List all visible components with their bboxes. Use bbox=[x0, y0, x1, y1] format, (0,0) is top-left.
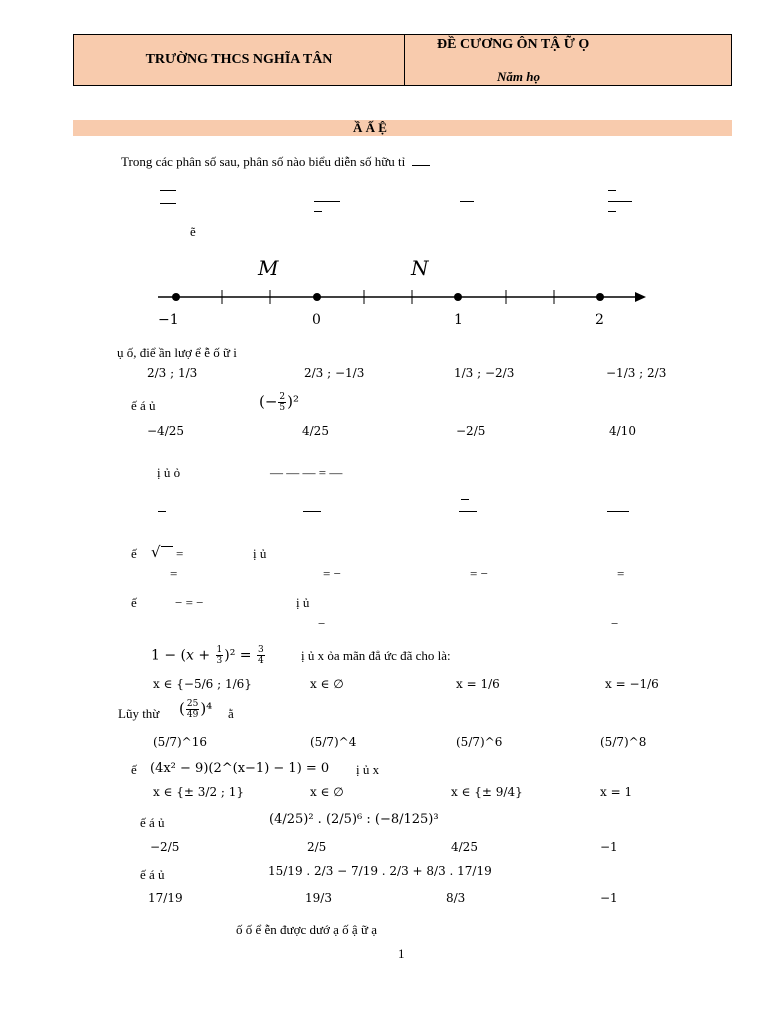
q7-suffix: ị ủ bbox=[296, 595, 310, 610]
q10-option-a: x ∈ {± 3/2 ; 1} bbox=[153, 785, 245, 799]
q1-option-c bbox=[460, 201, 474, 202]
q1-option-d bbox=[608, 201, 632, 202]
header-table bbox=[73, 34, 732, 86]
q5-option-d bbox=[607, 511, 629, 512]
q11-prompt: ế á ủ bbox=[140, 815, 165, 830]
q1-option-d-mark2 bbox=[608, 211, 616, 212]
q8-option-c: x = 1/6 bbox=[456, 677, 500, 691]
q5-option-a bbox=[158, 511, 166, 512]
q3-option-d: −1/3 ; 2/3 bbox=[606, 366, 667, 380]
tick-label-1: 1 bbox=[454, 312, 463, 328]
document-title: ĐỀ CƯƠNG ÔN TẬ Ữ Ọ bbox=[437, 37, 590, 52]
point-2 bbox=[596, 293, 604, 301]
q8-option-d: x = −1/6 bbox=[605, 677, 659, 691]
q11-option-c: 4/25 bbox=[451, 840, 478, 854]
q1-text: Trong các phân số sau, phân số nào biểu diễn số hữu tỉ bbox=[121, 154, 406, 169]
q11-option-d: −1 bbox=[600, 840, 618, 854]
q10-option-c: x ∈ {± 9/4} bbox=[451, 785, 523, 799]
q10-option-d: x = 1 bbox=[600, 785, 633, 799]
q9-option-b: (5/7)^4 bbox=[310, 735, 357, 749]
q11-expression: (4/25)² . (2/5)⁶ : (−8/125)³ bbox=[269, 812, 439, 827]
q12-prompt: ế á ủ bbox=[140, 867, 165, 882]
number-line bbox=[150, 250, 660, 330]
q6-option-d: = bbox=[617, 566, 625, 581]
q3-option-a: 2/3 ; 1/3 bbox=[147, 366, 198, 380]
q7-option-b: − bbox=[318, 616, 326, 631]
q3-option-c: 1/3 ; −2/3 bbox=[454, 366, 515, 380]
q12-option-b: 19/3 bbox=[305, 891, 332, 905]
school-year: Năm họ bbox=[497, 69, 540, 84]
q6-sqrt: √ bbox=[151, 543, 173, 561]
label-m: M bbox=[258, 256, 279, 280]
q5-prompt: ị ủ ỏ bbox=[157, 465, 181, 480]
q1-option-d-mark bbox=[608, 190, 616, 191]
q12-expression: 15/19 . 2/3 − 7/19 . 2/3 + 8/3 . 17/19 bbox=[268, 864, 492, 878]
q3-prompt: ụ ố, điể ần lượ ể ễ ố ữ i bbox=[117, 345, 237, 360]
section-title: Ầ Ấ Ệ bbox=[353, 120, 387, 135]
label-n: N bbox=[411, 256, 429, 280]
tick-label-0: 0 bbox=[312, 312, 321, 328]
q8-option-b: x ∈ ∅ bbox=[310, 677, 344, 691]
q5-expression: — — — = — bbox=[270, 465, 343, 480]
q3-option-b: 2/3 ; −1/3 bbox=[304, 366, 365, 380]
q1-option-b bbox=[314, 201, 340, 202]
q11-option-b: 2/5 bbox=[307, 840, 327, 854]
footer-line: ố ố ể ễn được dướ ạ ố ậ ữ ạ bbox=[236, 922, 378, 937]
q10-suffix: ị ủ x bbox=[356, 762, 380, 777]
point-minus-1 bbox=[172, 293, 180, 301]
q6-expression: = bbox=[176, 546, 184, 561]
q5-option-c bbox=[459, 511, 477, 512]
q4-option-a: −4/25 bbox=[147, 424, 185, 438]
q7-expression: − = − bbox=[175, 595, 204, 610]
q12-option-d: −1 bbox=[600, 891, 618, 905]
q4-expression: (− $\frac{2}{5}$ )² bbox=[259, 392, 300, 413]
q8-expression: 1 − (x + $\frac{1}{3}$ )² = $\frac{3}{4}$ bbox=[151, 645, 264, 666]
q7-option-d: − bbox=[611, 616, 619, 631]
q1-option-b-mark bbox=[314, 211, 322, 212]
q6-prompt: ế bbox=[131, 546, 137, 561]
q9-option-a: (5/7)^16 bbox=[153, 735, 207, 749]
q9-suffix: ằ bbox=[228, 706, 234, 721]
q4-prompt: ế á ủ bbox=[131, 398, 156, 413]
q7-prompt: ế bbox=[131, 595, 137, 610]
header-right bbox=[405, 35, 731, 85]
page-number: 1 bbox=[398, 946, 405, 961]
q12-option-a: 17/19 bbox=[148, 891, 183, 905]
q4-option-b: 4/25 bbox=[302, 424, 329, 438]
q1-prompt bbox=[121, 154, 430, 170]
q4-option-c: −2/5 bbox=[456, 424, 486, 438]
school-name: TRƯỜNG THCS NGHĨA TÂN bbox=[74, 35, 405, 85]
q6-option-b: = − bbox=[323, 566, 341, 581]
q11-option-a: −2/5 bbox=[150, 840, 180, 854]
point-0 bbox=[313, 293, 321, 301]
q2-prompt: ẽ bbox=[190, 224, 196, 239]
q12-option-c: 8/3 bbox=[446, 891, 466, 905]
tick-label-2: 2 bbox=[595, 312, 604, 328]
q9-prompt: Lũy thừ bbox=[118, 706, 160, 721]
q6-option-a: = bbox=[170, 566, 178, 581]
q10-option-b: x ∈ ∅ bbox=[310, 785, 344, 799]
q8-option-a: x ∈ {−5/6 ; 1/6} bbox=[153, 677, 252, 691]
tick-label-minus-1: −1 bbox=[158, 312, 179, 328]
q8-prompt: ị ủ x ỏa mãn đẳ ức đã cho là: bbox=[301, 648, 451, 663]
q6-suffix: ị ủ bbox=[253, 546, 267, 561]
q9-expression: ( $\frac{25}{49}$ )⁴ bbox=[179, 699, 213, 720]
number-line-arrow bbox=[635, 292, 646, 302]
q5-option-b bbox=[303, 511, 321, 512]
q5-option-c-mark bbox=[461, 499, 469, 500]
q1-fraction-mark bbox=[412, 165, 430, 166]
q10-expression: (4x² − 9)(2^(x−1) − 1) = 0 bbox=[150, 761, 330, 776]
point-1 bbox=[454, 293, 462, 301]
section-bar bbox=[73, 120, 732, 136]
q9-option-d: (5/7)^8 bbox=[600, 735, 647, 749]
q10-prompt: ế bbox=[131, 762, 137, 777]
q1-option-a bbox=[160, 190, 176, 191]
q6-option-c: = − bbox=[470, 566, 488, 581]
q1-option-a-bar bbox=[160, 203, 176, 204]
q4-option-d: 4/10 bbox=[609, 424, 636, 438]
q9-option-c: (5/7)^6 bbox=[456, 735, 503, 749]
